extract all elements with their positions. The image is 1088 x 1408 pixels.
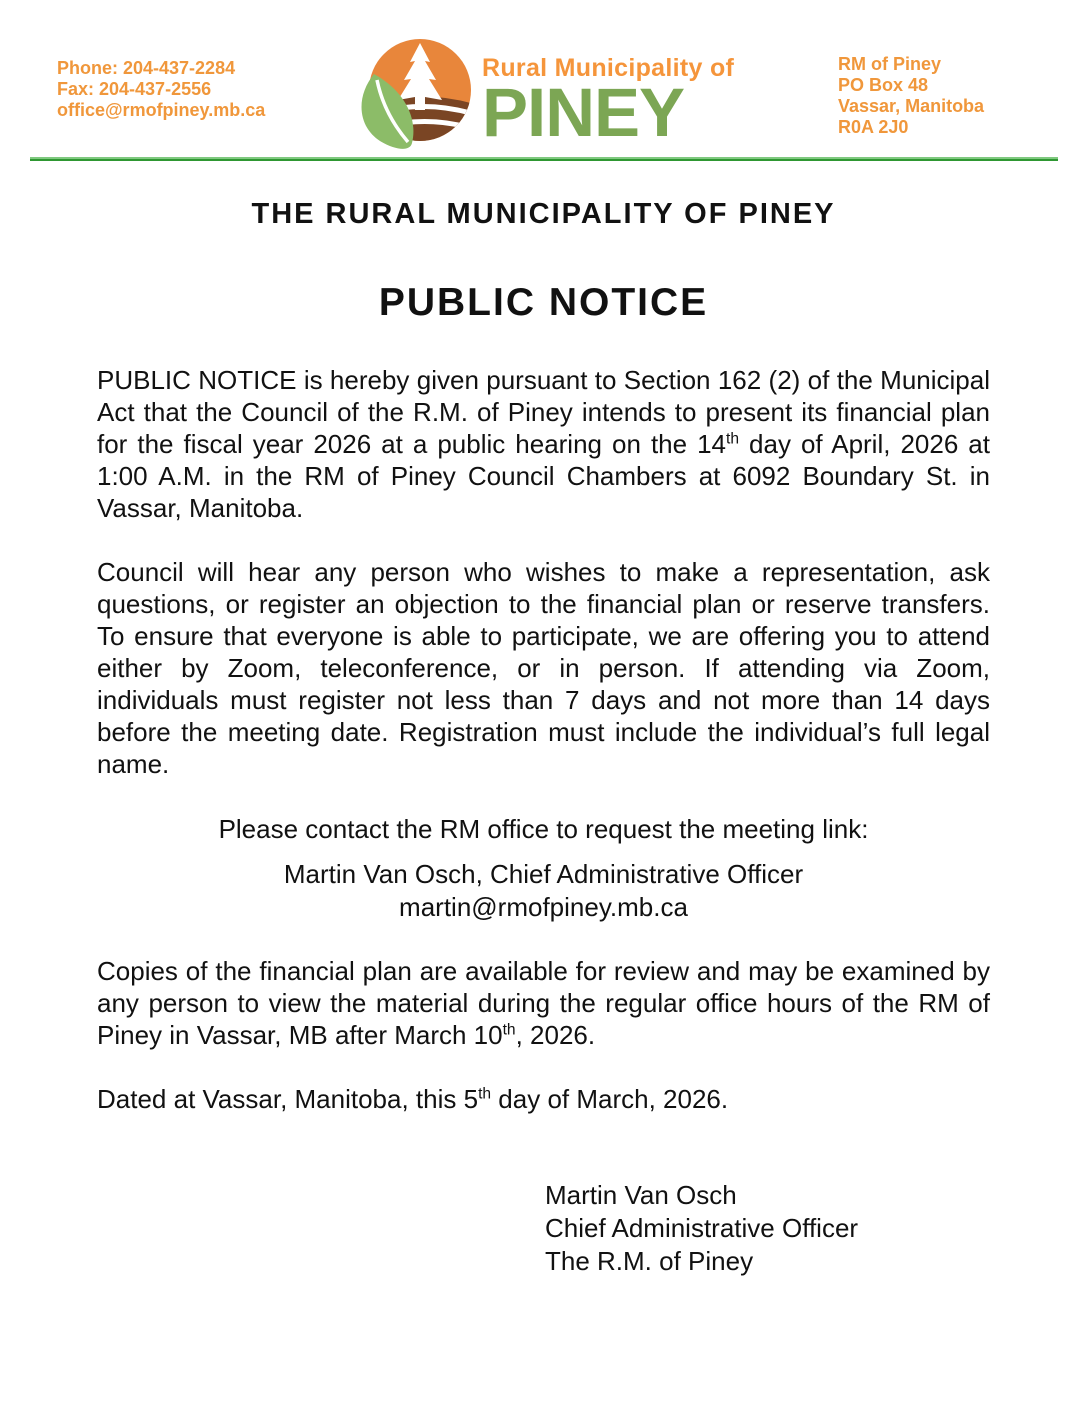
office-email-line: office@rmofpiney.mb.ca xyxy=(57,100,266,120)
rm-piney-logo xyxy=(360,36,734,152)
address-line: R0A 2J0 xyxy=(838,117,909,137)
paragraph-text: day of April, 2026 at 1:00 A.M. in the RM of Piney Council Chambers at 6092 Boundary St. in Vassar, Manitoba. xyxy=(97,429,990,523)
address-line: Vassar, Manitoba xyxy=(838,96,985,116)
notice-paragraph-2: Council will hear any person who wishes to make a representation, ask questions, or register an objection to the financial plan or reserve transfers. To ensure that everyone is able to participate, we are offering you to attend either by Zoom, teleconference, or in person. If attending via Zoom, individuals must register not less than 7 days and not more than 14 days before the meeting date. Registration must include the individual’s full legal name. xyxy=(97,557,990,779)
fax-line: Fax: 204-437-2556 xyxy=(57,79,212,99)
contact-info-block xyxy=(57,58,265,121)
logo-wordmark xyxy=(482,36,735,151)
mailing-address-block xyxy=(838,54,984,138)
signature-title: Chief Administrative Officer xyxy=(545,1213,859,1243)
address-line: RM of Piney xyxy=(838,54,942,74)
ordinal-superscript: th xyxy=(726,430,740,448)
ordinal-superscript: th xyxy=(478,1085,492,1103)
paragraph-text: PUBLIC NOTICE is hereby given pursuant to Section 162 (2) of the Municipal Act that the Council of the R.M. of Piney intends to present its financial plan for the fiscal year 2026 at a public hearing on the 14 xyxy=(97,365,990,459)
signature-block xyxy=(545,1179,990,1278)
notice-paragraph-3 xyxy=(97,955,990,1051)
phone-line: Phone: 204-437-2284 xyxy=(57,58,236,78)
notice-heading: PUBLIC NOTICE xyxy=(378,281,709,324)
piney-logo-icon xyxy=(360,36,474,152)
signature-org: The R.M. of Piney xyxy=(545,1246,754,1276)
logo-name: PINEY xyxy=(482,74,685,151)
paragraph-text: day of March, 2026. xyxy=(491,1084,729,1114)
document-title: THE RURAL MUNICIPALITY OF PINEY xyxy=(251,198,836,230)
letterhead xyxy=(0,0,1088,157)
logo-tagline: Rural Municipality of xyxy=(482,54,735,82)
paragraph-text: Copies of the financial plan are available for review and may be examined by any person to view the material during the regular office hours of the RM of Piney in Vassar, MB after March 10 xyxy=(97,956,990,1050)
address-line: PO Box 48 xyxy=(838,75,929,95)
header-divider xyxy=(30,157,1058,161)
notice-body xyxy=(97,198,990,1278)
contact-request-line: Please contact the RM office to request the meeting link: xyxy=(218,814,869,844)
ordinal-superscript: th xyxy=(502,1021,516,1039)
cao-contact-line: Martin Van Osch, Chief Administrative Officer xyxy=(283,859,804,889)
paragraph-text: , 2026. xyxy=(515,1020,596,1050)
dated-line xyxy=(97,1083,990,1115)
notice-paragraph-1 xyxy=(97,364,990,524)
signature-name: Martin Van Osch xyxy=(545,1180,737,1210)
cao-email-line: martin@rmofpiney.mb.ca xyxy=(399,892,688,922)
paragraph-text: Dated at Vassar, Manitoba, this 5 xyxy=(97,1084,479,1114)
